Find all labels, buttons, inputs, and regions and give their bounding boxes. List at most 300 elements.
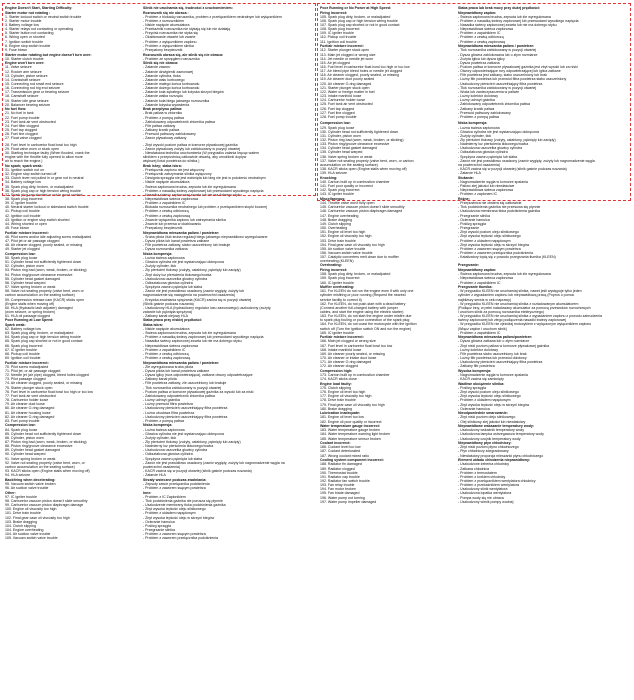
list-item-pl: - Problem ze sprzęgłem rozrusznika	[143, 56, 200, 61]
section-engine-doesnt-start	[5, 6, 313, 141]
list-item-en: 6. Wiring open or shorted	[5, 35, 45, 40]
list-item-en: 62. Battery voltage low	[5, 327, 41, 331]
list-item-pl: - Zatkana chłodnica	[458, 466, 489, 471]
list-item-pl: - Zatarcie łożyska wyważenia	[143, 102, 190, 107]
list-item-en: cylinder misfiring or poor running (Request the nearest	[320, 293, 406, 298]
list-item-en: 192. Radiator fan switch trouble	[320, 478, 370, 483]
list-item-en: 139. HLA seizure	[320, 171, 348, 176]
list-item	[320, 454, 629, 458]
list-item-pl: - Problem z wyłącznikiem silnika	[143, 43, 194, 48]
list-item-en: 184. Water temperature warning light broken	[320, 432, 391, 437]
list-item-pl: - Filtr paliwa zatkany	[143, 123, 176, 128]
list-item-en: 71. Pilot jet, or air passage clogged	[5, 368, 61, 373]
list-item-pl: - Paliwo złej jakości lub niewłaściwe	[458, 184, 515, 189]
list-item-en: 102. Final gear case oil viscosity too high	[5, 515, 70, 520]
list-item-en: 101. Drive train trouble	[5, 511, 41, 516]
list-item-pl: - Problem z układem napędowym	[458, 238, 511, 243]
list-item-en: 164. For KLEEN, do not coast the motorcycle with the ignition	[320, 322, 417, 327]
list-item-pl: - Nasadka świecy zapłonowej zwarta lub nie ma dobrego styku	[143, 192, 242, 197]
list-item-en: 59. Compression release cam (KACR) sticks open	[5, 297, 85, 302]
list-item-en: 47. Pilot jet or air passage clogged	[5, 238, 60, 243]
list-item-en: 182. Engine oil poor quality or incorrect	[320, 419, 382, 424]
list-item-en: 149. Clutch slipping	[320, 221, 351, 226]
list-item-pl: najbliższy serwis w celu naprawy)	[458, 297, 512, 302]
list-item-en: 41. Pickup coil trouble	[5, 209, 40, 214]
list-item-pl: - Nieprawidłowa świeca zapłonowa	[458, 188, 514, 193]
list-item-pl: - Zbyt wysoki poziom oleju silnikowego	[458, 390, 519, 395]
list-item-en: 93. KACR sticks open (Engine stalls when moving off)	[5, 469, 90, 474]
list-item-en: 180. Brake dragging	[320, 406, 352, 411]
list-item-pl: - Zbyt wysoka lepkość oleju silnikowego	[458, 234, 521, 239]
list-item-en: 36. Spark plug cap or high tension wiring trouble	[5, 188, 81, 193]
list-item-en: 104. Air suction valve trouble	[5, 532, 51, 537]
group-heading-pl: Element układu chłodzenia nieprawidłowy:	[458, 458, 531, 463]
list-item-en: 190. Thermostat trouble	[320, 470, 358, 475]
list-item-pl: - Zatarcie cylindra, tłoka	[143, 73, 181, 78]
list-item-en: 185. Water temperature sensor broken	[320, 436, 381, 441]
list-item-en: 183. Water temperature gauge broken	[320, 428, 381, 433]
list-item-en: 173. Carbon built up in combustion chamber	[320, 373, 390, 378]
list-item-pl: - Nadmierny luz pierścienia tłokowego/rowka	[458, 142, 529, 147]
list-item-pl: - Ocieranie hamulca	[458, 217, 490, 222]
list-item-pl: - Uszkodzona lampka ostrzegawcza temperatury wody	[458, 432, 544, 437]
list-item-en: 136. Valve spring broken or weak	[320, 154, 373, 159]
list-item-en: cables, and start the engine using the electric starter)	[320, 309, 404, 314]
list-item-en: 105. Vacuum switch valve trouble	[5, 536, 58, 541]
list-item-en: 170. Air cleaner or intake duct loose	[320, 356, 377, 361]
group-heading-en: Other:	[5, 490, 16, 495]
group-heading-en: Fuel/air mixture incorrect:	[5, 360, 49, 365]
list-item-pl: (Włącz zapłon i uruchom silnik)	[458, 326, 507, 331]
list-item-en: 77. Fuel tank air vent obstructed	[5, 393, 56, 398]
list-item-pl: - Poślizg sprzęgła	[458, 385, 486, 390]
group-heading-pl: Różne:	[458, 196, 470, 201]
list-item-pl: - Zawór pływakowy zużyty lub zablokowany w pozycji otwartej	[143, 146, 241, 151]
list-item-en: 28. Fuel level in carburetor float bowl too high	[5, 142, 77, 147]
list-item-en: 104. Clutch slipping	[5, 523, 36, 528]
list-item-en: 67. IC igniter trouble	[5, 347, 37, 352]
list-item	[320, 377, 629, 381]
list-item-pl: - Zatkany kanał pilota	[143, 377, 177, 382]
list-item-en: 31. Ignition switch not on	[5, 167, 45, 172]
list-item-pl: - Problem z zapalnikiem IC	[143, 201, 186, 206]
group-heading-pl: Stukanie:	[458, 175, 474, 180]
group-heading-en: Miscellaneous:	[320, 196, 346, 201]
group-heading-pl: Nieprawidłowe wskazanie temperatury wody:	[458, 424, 535, 429]
list-item-pl: - Tłok rozrusznika zablokowany w pozycji otwartej	[458, 48, 537, 53]
list-item-en: 39. IC igniter trouble	[5, 201, 37, 206]
list-item-en: 29. Float valve worn or stuck open	[5, 146, 60, 151]
list-item-pl: - Problem z cewką odbiorczą	[143, 351, 189, 356]
list-item	[5, 536, 313, 540]
list-item-en: 25. Fuel tap clogged	[5, 128, 38, 133]
list-item-pl: - Brak paliwa w zbiorniku	[143, 111, 183, 116]
list-item-pl: - Zużyta iglica lub dysza iglicy	[458, 56, 505, 61]
list-item-en: 33. Clutch lever not pulled in or gear not in neutral	[5, 176, 84, 181]
group-heading-pl: Brak przepływu paliwa:	[143, 107, 183, 112]
list-item-pl: - Zepsuty zawór przełącznika podciśnienia	[143, 481, 210, 486]
list-item-en: 26. Fuel line clogged	[5, 132, 38, 137]
group-heading-en: No spark; spark weak:	[5, 163, 43, 168]
list-item-pl: - Nieprawidłowa świeca zapłonowa	[458, 276, 514, 281]
list-item-pl: - Uszkodzony wirnik pompy wodnej	[458, 499, 514, 504]
list-item-pl: - Problem z blokadą rozrusznika, problem z przełącznikiem neutralnym lub wyłącznikiem	[143, 14, 282, 19]
list-item	[5, 57, 313, 61]
list-item-pl: cylinder z wypadaniem zapłonu lub nieprawidłową pracą (Poproś o pomoc	[458, 293, 575, 298]
list-item-pl: - W przypadku KLEEN nie zjeżdżaj motocyklem z wyłączonym wyłącznikiem zapłonu	[458, 322, 592, 327]
list-item-en: 111. Ignition coil trouble	[320, 39, 357, 44]
list-item-en: 172. Air cleaner clogged	[320, 364, 359, 369]
list-item-en: 50. Spark plug loose	[5, 255, 38, 260]
list-item-en: 134. Cylinder head gasket damaged	[320, 146, 377, 151]
list-item-pl: - KACR zacina się w pozycji otwartej (silnik gaśnie podczas ruszania)	[143, 469, 252, 474]
list-item-pl: - Dysza główna zatkana lub o złym rozmiarze	[458, 339, 530, 344]
list-item-pl: - Uszkodzony pierścień uszczelniający filtra powietrza	[143, 406, 228, 411]
list-item-en: 113. Main jet clogged or wrong size	[320, 52, 376, 57]
list-item	[5, 226, 313, 230]
list-item-en: 108. Spark plug incorrect	[320, 27, 360, 32]
list-item-pl: - Nagromadzenie węgla w komorze spalania	[458, 373, 528, 378]
list-item-pl: - Zatarcie koła zębatego lub łożyska skrzyni biegów	[143, 90, 224, 95]
list-item-en: 161. For KLEEN do not run the engine even if with only one	[320, 289, 414, 294]
group-heading-en: Firing incorrect:	[320, 268, 348, 273]
list-item-pl: - Zablokowany odpowietrznik zbiornika paliwa	[143, 119, 215, 124]
list-item-en: 49. Starter jet clogged	[5, 247, 40, 252]
list-item	[5, 473, 313, 477]
list-item-pl: - Zły pierścień tłokowy (zużyty, osłabiony, pęknięty lub zacięty)	[458, 138, 556, 143]
list-item-pl: i uruchom silnik za pomocą rozrusznika elektrycznego)	[458, 309, 544, 314]
list-item-en: 18. Camshaft seizure	[5, 94, 39, 99]
list-item-en: 128. Fuel pump trouble	[320, 114, 357, 119]
list-item-pl: - Problem z zaworem ssącym powietrza	[143, 486, 206, 491]
list-item-en: 107. Spark plug cap shorted or not in good contact	[320, 23, 400, 28]
list-item-en: 144. Throttle valve won't fully open	[320, 201, 375, 206]
list-item-pl: - Uszkodzona membrana tłoka podciśnienia gaźnika	[458, 209, 541, 214]
list-item-en: 4. Starter relays not contacting or operating	[5, 27, 74, 32]
group-heading-en: Compression low:	[5, 423, 36, 428]
list-item-pl: - Przycisk rozrusznika nie styka się	[143, 31, 198, 36]
list-item-en: 186. Coolant level too low	[320, 445, 361, 450]
list-item-en: 70. Pilot screw maladjusted	[5, 364, 49, 369]
list-item-pl: - Ocieranie hamulca	[458, 406, 490, 411]
list-item-pl: - Odkształcona głowica cylindra	[143, 280, 193, 285]
section-poor-running-high-speed	[320, 6, 629, 119]
section-heading	[320, 6, 629, 10]
group-heading-en: Compression low:	[5, 251, 36, 256]
list-item-pl: - Woda lub zanieczyszczenia w paliwie	[458, 89, 520, 94]
list-item-pl: - Zatarcie małego końca korbowodu	[143, 81, 200, 86]
list-item-en: carbon accumulation on the seating surface)	[5, 464, 75, 469]
list-item-pl: - KACR zacina się w pozycji otwartej (silnik gaśnie podczas ruszania)	[458, 167, 567, 172]
group-heading-en: Muffler overheating:	[320, 285, 355, 290]
group-heading-en: Compression low:	[320, 121, 351, 126]
group-heading-pl: Niska kompresja:	[458, 121, 488, 126]
list-item-en: 69. Ignition coil trouble	[5, 356, 41, 361]
list-item-pl: - Sprężyna zaworu pęknięta lub słaba	[143, 285, 203, 290]
list-item-pl: - Zawór nie jest prawidłowo osadzony (zawór wygięty, zużyty lub nagromadzenie węgla	[458, 158, 595, 163]
list-item-pl: - Blokada rozrusznika neutralnego lub problem z przełącznikiem stopki bocznej	[143, 205, 268, 210]
list-item-en: 124. Carburetor holder loose	[320, 98, 366, 103]
list-item-en: 34. Battery voltage low	[5, 180, 41, 185]
list-item-en: 188. Radiator fin damaged	[320, 462, 362, 467]
list-item-pl: - Filtr powietrza zatkany, słabo uszczelniony lub brakuje	[143, 243, 231, 248]
list-item-pl: - Zatkany kranik paliwa	[458, 106, 495, 111]
list-item	[320, 192, 629, 196]
list-item-en: 122. Water or foreign matter in fuel	[320, 89, 375, 94]
list-item-pl: - Uszkodzona uszczelka głowicy cylindra	[143, 448, 208, 453]
list-item-pl: - Przełącznik zatrzymania silnika wyłączony	[143, 172, 212, 177]
group-heading-en: Engine load faulty:	[320, 381, 352, 386]
list-item-en: 83. Fuel pump trouble	[5, 418, 40, 423]
list-item-en: 187. Wrong coolant mixed ratio	[320, 453, 370, 458]
list-item-pl: - Zatarcie HLA	[458, 171, 481, 176]
list-item-pl: - Odkształcona głowica cylindra	[143, 452, 193, 457]
group-heading-en: Spark weak:	[5, 322, 26, 327]
section-heading-en: Poor Running at Low Speed:	[5, 318, 54, 323]
list-item-en: 150. Overheating	[320, 226, 348, 231]
right-column	[320, 6, 629, 504]
list-item-pl: - Zużyty cylinder, tłok	[143, 264, 177, 269]
list-item-en: 99. Carburetor vacuum piston diaphragm damage	[5, 503, 84, 508]
list-item-pl: - Dysza główna zablokowana lub o złym rozmiarze	[458, 52, 538, 57]
list-item-pl: - Zbyt wysoka lepkość oleju w skrzyni biegów	[458, 242, 530, 247]
group-heading-pl: Inne:	[143, 490, 152, 495]
section-heading	[320, 263, 629, 267]
list-item-en: 195. Fan blade damaged	[320, 491, 360, 496]
left-column	[5, 6, 313, 541]
group-heading-en: Fuel/air mixture incorrect:	[320, 44, 364, 49]
list-item-en: 105. Spark plug dirty, broken, or maladjusted	[320, 14, 391, 19]
list-item-en: 42. Ignition coil trouble	[5, 213, 41, 218]
list-item-pl: - Zatarcie wału korbowego	[143, 77, 185, 82]
group-heading-pl: Wadliwe obciążenie silnika:	[458, 381, 505, 386]
section-heading	[5, 318, 313, 322]
list-item-en: 166. Main jet clogged or wrong size	[320, 339, 376, 344]
group-heading-pl: Niska kompresja:	[143, 423, 173, 428]
list-item-en: 21. No fuel in tank	[5, 111, 34, 116]
list-item-pl: - W przypadku KLEEN nie uruchamiaj silnika z wypadaniem zapłonu z powodu zabrudzenia	[458, 314, 602, 319]
list-item-en: 112. Starter plunger stuck open	[320, 48, 370, 53]
list-item-en: 117. Air bleed pipe bleed holes or needle jet clogged	[320, 69, 403, 74]
list-item-pl: - Zbyt niski poziom paliwa w komorze pływakowej gaźnika	[458, 343, 550, 348]
section-heading	[5, 6, 313, 10]
list-item-pl: - Zawór pływakowy zatkany	[143, 136, 187, 141]
list-item-en: 84. Spark plug loose	[5, 427, 38, 432]
list-item-en: 2. Starter motor trouble	[5, 18, 42, 23]
list-item-en: 30. Starting technique faulty (When flooded, crank the	[5, 150, 90, 155]
list-item-en: 147. Engine overheating	[320, 213, 359, 218]
list-item-pl: - Zatkany filtr powietrza	[458, 364, 495, 369]
list-item-pl: - Olej silnikowy złej jakości lub niewłaściwy	[458, 419, 526, 424]
list-item-en: (Engine stalls when moving off)	[5, 301, 55, 306]
list-item-en: 159. Spark plug incorrect	[320, 276, 360, 281]
list-item-en: 178. Drive train trouble	[320, 398, 356, 403]
heading-en: Poor Running or No Power at High Speed:	[320, 6, 392, 10]
list-item-en: 103. Brake dragging	[5, 519, 37, 524]
list-item-pl: - Problem z zaworem ssącym powietrza	[143, 532, 206, 537]
list-item-pl: - Problem z zaworem przełącznika podciśnienia	[458, 251, 533, 256]
list-item-en: 7. Ignition switch trouble	[5, 39, 44, 44]
list-item-pl: - Zły pierścień tłokowy (zużyty, osłabiony, pęknięty lub zacięty)	[143, 440, 241, 444]
list-item-en: 46. Pilot screw and/or idle adjusting screw maladjusted	[5, 234, 92, 239]
list-item-pl: - Problem z nasadką świecy zapłonowej lub przewodami wysokiego napięcia	[143, 335, 264, 340]
list-item-en: 191. Radiator cap trouble	[320, 474, 360, 479]
list-item-en: 189. Radiator clogged	[320, 466, 355, 471]
group-heading-pl: Nieprawidłowy płyn chłodniczy:	[458, 441, 512, 446]
list-item-pl: - Nasadka świecy zapłonowej zwarta lub nie ma dobrego styku	[143, 339, 242, 344]
list-item-pl: - Zbyt duży luz pierścienia tłokowego/rowka	[143, 272, 212, 277]
list-item-en: 96. Air suction valve trouble	[5, 486, 49, 491]
list-item-pl: - Uszkodzone żeberka chłodnicy	[458, 462, 510, 467]
list-item-en: 90. Cylinder head warped	[5, 452, 46, 457]
list-item-pl: - Luźna świeca zapłonowa	[143, 427, 185, 432]
group-heading-pl: Nieprawidłowy zapłon:	[458, 10, 497, 15]
list-item-en: 146. Carburetor vacuum piston diaphragm damaged	[320, 209, 403, 214]
list-item-pl: nagromadzenie się nawęglenia na powierzchni osadzenia)	[143, 293, 235, 298]
list-item-en: 81. Air cleaner housing loose	[5, 410, 51, 415]
list-item-pl: - Dysza rozrusznika zatkana	[143, 247, 188, 252]
list-item-en: 75. Starter plunger stuck open	[5, 385, 53, 390]
list-item-en: 38. Spark plug incorrect	[5, 196, 43, 201]
list-item-pl: - Zablokowany odpowietrznik zbiornika paliwa	[143, 393, 215, 398]
list-item-en: 163. For KLEEN, do not start the engine under misfire due	[320, 314, 412, 319]
list-item-en: 23. Fuel tank air vent obstructed	[5, 119, 56, 124]
list-item-pl: - Problem z przełącznikiem wentylatora chłodnicy	[458, 478, 536, 483]
list-item-en: 16. Connecting rod big end seizure	[5, 86, 61, 91]
list-item-pl: większej ilości powietrza do silnika.)	[143, 159, 200, 164]
list-item-en: 106. Spark plug cap or high tension wiring trouble	[320, 18, 398, 23]
list-item-pl: - Luźna obudowa filtra powietrza	[143, 410, 195, 415]
right-list	[320, 119, 629, 504]
list-item-pl: - Dysza pilota lub kanał powietrza zatkane	[143, 368, 210, 373]
list-item-pl: - Problem z IC Zapłonikiem	[143, 494, 186, 499]
list-item-pl: - Otwory odpowietrzające rury odpowietrzającej lub iglica zatkane	[458, 69, 561, 74]
list-item-en: 179. Final gear case oil viscosity too high	[320, 402, 385, 407]
list-item-pl: - Zawór nie jest prawidłowo osadzony (zawór wygięty, zużyty lub nagromadzenie węgla na	[143, 460, 285, 465]
list-item-en: 19. Starter idle gear seizure	[5, 98, 49, 103]
list-item-en: accumulation on the seating surface)	[320, 162, 378, 167]
list-item-en: 125. Fuel tank air vent obstructed	[320, 102, 373, 107]
list-item	[320, 420, 629, 424]
list-item-en: 82. Air cleaner O-ring damaged	[5, 414, 55, 419]
list-item-pl: - Zatarcie HLA	[143, 473, 166, 478]
list-item-pl: - Zużyty cylinder, tłok	[143, 435, 177, 440]
list-item-pl: powierzchni osadzenia)	[143, 464, 181, 469]
list-item-pl: - Przepustnica nie otwiera się całkowicie	[458, 201, 522, 206]
list-item	[5, 159, 313, 163]
list-item-en: 98. Carburetor vacuum piston doesn't slide smoothly	[5, 498, 88, 503]
list-item-en: 12. Rocker arm seizure	[5, 69, 42, 74]
list-item-en: 65. Spark plug cap shorted or not in good contact	[5, 339, 83, 344]
list-item-en: 169. Air cleaner poorly sealed, or missing	[320, 351, 385, 356]
list-item-en: 176. Engine oil level too high	[320, 390, 366, 395]
list-item-en: 140. Carbon built up in combustion chamber	[320, 179, 390, 184]
list-item-pl: zatarcie lub pęknięta sprężyna)	[143, 309, 193, 314]
list-item-pl: - Sprężyna zaworu pęknięta lub słaba	[143, 456, 203, 461]
list-item-pl: - Zatarcie dźwigienki zaworowej	[143, 69, 194, 74]
list-item-pl: - Zwarcie wyłącznika zapłonu lub zatrzymania silnika	[143, 217, 226, 222]
group-heading-pl: Niska kompresja:	[143, 251, 173, 256]
list-item-pl: - Problem z zaworem ssącym powietrza	[458, 246, 521, 251]
list-item-en: 181. Engine oil level too low	[320, 415, 364, 420]
list-item-pl: - Głowica cylindra nie jest wystarczająco dokręcona	[458, 129, 540, 134]
list-item	[5, 247, 313, 251]
list-item-pl: - Dysza powietrza zatkana	[458, 60, 500, 65]
list-item-en: 51. Cylinder head not sufficiently tightened down	[5, 260, 82, 265]
list-item	[5, 48, 313, 52]
list-item-pl: - Uszkodzona łopatka wentylatora	[458, 491, 512, 496]
list-item-pl: - Krzywka zwalniania sprężania (KACR) zacina się w pozycji otwartej	[143, 297, 252, 302]
list-item-pl: - Zbyt niski poziom płynu chłodniczego	[458, 445, 519, 450]
list-item-pl: - Filtr powietrza zatkany, źle uszczelniony lub brakuje	[143, 381, 227, 386]
list-item-en: 100. Engine oil viscosity too high	[5, 507, 57, 512]
list-item-pl: - Źle wyregulowana śruba pilota	[143, 364, 194, 369]
group-heading-pl: Nieprawidłowa mieszanka paliwo / powietrze:	[458, 44, 535, 49]
list-item-pl: - Świeca zapłonowa brudna, zepsuta lub źle wyregulowana	[458, 272, 551, 277]
list-item-pl: - Głowica cylindra nie jest wystarczająco dokręcona	[143, 431, 225, 436]
group-heading-en: Engine won't turn over:	[5, 61, 45, 66]
list-item	[320, 364, 629, 368]
heading-pl: Silnik nie uruchamia się, trudności z uruchomieniem:	[143, 6, 233, 10]
list-item-pl: - KACR zacina się zamknięty	[458, 377, 504, 382]
group-heading-en: Firing incorrect:	[320, 10, 348, 15]
group-heading-pl: Nieodpowiednie smarowanie:	[458, 411, 508, 416]
list-item-pl: - Problem z cewką zapłonową	[143, 213, 191, 218]
group-heading-pl: Rozrusznik się nie obraca :	[143, 10, 189, 15]
group-heading-en: Starter motor not rotating :	[5, 10, 51, 15]
list-item-en: 40. Neutral starter lockout or sidestand switch trouble	[5, 205, 89, 210]
list-item-en: 131. Cylinder, piston worn	[320, 133, 361, 138]
list-item-pl: - Problem z nasadką świecy zapłonowej lub przewodami wysokiego napięcia	[458, 18, 579, 23]
list-item-pl: - Przewód paliwowy zablokowany	[143, 132, 196, 137]
list-item-pl: - Ocieranie hamulca	[143, 519, 175, 524]
list-item-pl: - Uszkodzenie membrany tłoka podciśnienia gaźnika	[143, 503, 226, 508]
list-item-en: 44. Wiring shorted or open	[5, 221, 47, 226]
list-item-pl: - Dysza iglicy (rura odpowietrzająca), zatkane otwory odpowietrzające	[143, 373, 253, 378]
list-item-pl: - Zbyt wysoki poziom oleju silnikowego	[458, 230, 519, 235]
group-heading-en: Backfiring when decelerating:	[5, 477, 56, 482]
list-item-pl: - Zbyt wysoka lepkość oleju silnikowego	[458, 394, 521, 399]
list-item-en: 89. Cylinder head gasket damaged	[5, 448, 61, 453]
list-item	[320, 407, 629, 411]
list-item	[5, 103, 313, 107]
list-item-en: 152. Engine oil viscosity too high	[320, 234, 372, 239]
list-item-pl: - Pompa wody się nie obraca	[458, 495, 504, 500]
list-item-pl: - Przekaźniki rozrusznika nie stykają się lub nie działają	[143, 27, 231, 32]
list-item-en: 53. Piston ring bad (worn, weak, broken, or sticking)	[5, 268, 87, 273]
list-item-pl: - Zużyty cylinder, tłok	[458, 133, 492, 138]
list-item-en: 55. Cylinder head gasket damaged	[5, 276, 61, 281]
list-item-pl: (Silnik gaśnie podczas ruszania)	[143, 301, 194, 306]
list-item-pl: - Luźny przewód filtra powietrza	[143, 402, 193, 407]
list-item	[320, 331, 629, 335]
list-item-en: 115. Air jet clogged	[320, 60, 350, 65]
list-item-en: 174. KACR sticks close	[320, 377, 357, 382]
list-item-en: 95. Vacuum switch valve broken	[5, 481, 56, 486]
list-item-pl: - Przegrzanie	[458, 226, 480, 231]
list-item-pl: - Zatkany kanał olejowy HLA	[143, 314, 188, 319]
list-item-en: 5. Starter button not contacting	[5, 31, 54, 36]
list-item-en: 52. Cylinder, piston worn	[5, 264, 44, 269]
list-item-en: 110. Pickup coil trouble	[320, 35, 357, 40]
list-item-en: 37. Spark plug cap shorted or not in good contact	[5, 192, 83, 197]
list-item-en: 56. Cylinder head warped	[5, 280, 46, 285]
list-item-en: 157. Catalytic converters melt down due to muffler	[320, 255, 399, 260]
list-item-pl: (Podłącz inny, w pełni naładowany akumulator za pomocą przewodów rozruchowych	[458, 305, 591, 310]
list-item-pl: - Problem z układem napędowym	[458, 398, 511, 403]
list-item-pl: - Problem z cewką odbiorczą	[143, 209, 189, 214]
list-item-pl: - Problem z układem napędowym	[143, 511, 196, 516]
